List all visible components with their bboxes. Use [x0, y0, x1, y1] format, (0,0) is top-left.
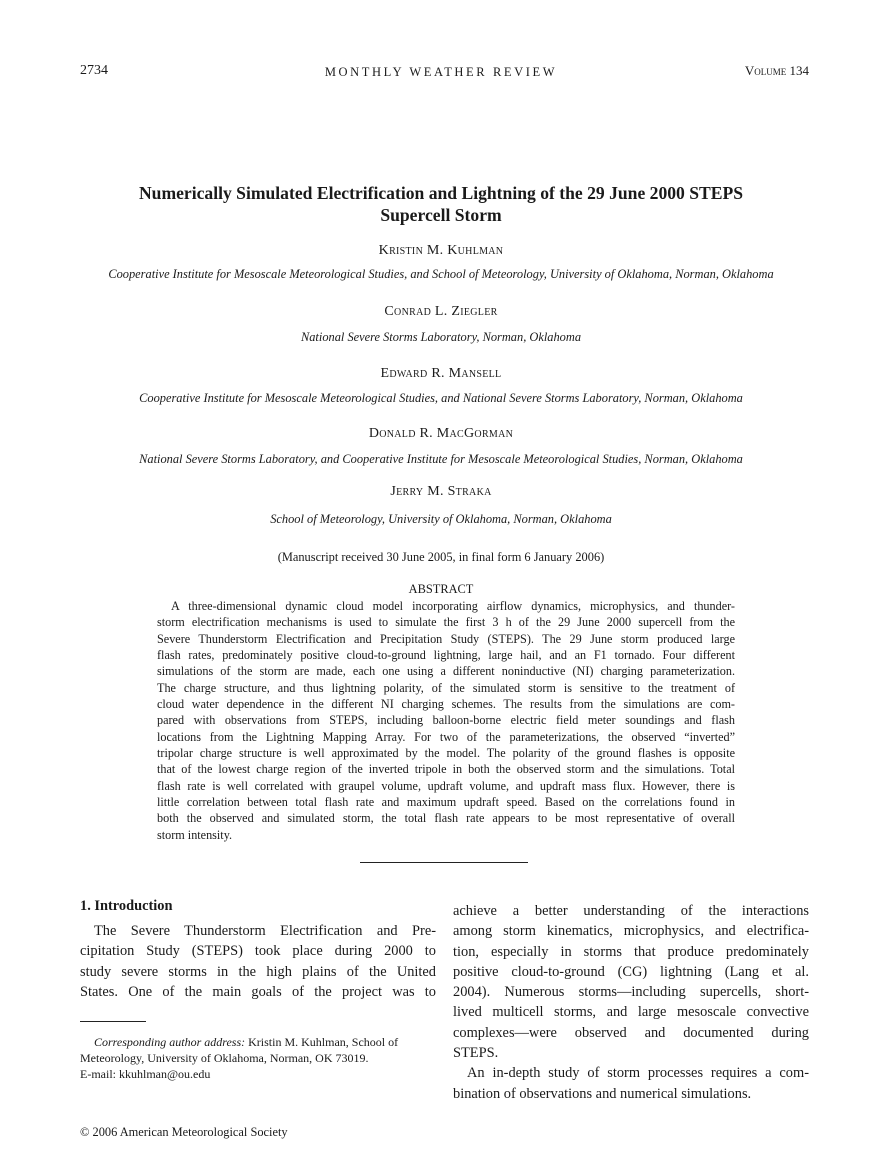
body-line: complexes—were observed and documented during: [453, 1024, 809, 1041]
abstract-line: The charge structure, and thus lightning polarity, of the simulated storm is sensitive to the treatment of: [157, 680, 735, 695]
footnote-email: E-mail: kkuhlman@ou.edu: [80, 1067, 211, 1081]
abstract-line: simulations of the storm are made, each one using a different noninductive (NI) charging parameterization.: [157, 664, 735, 679]
body-line: 2004). Numerous storms—including supercells, short-: [453, 984, 809, 1001]
author-name: Conrad L. Ziegler: [384, 304, 498, 319]
body-line: The Severe Thunderstorm Electrification and Pre-: [94, 923, 436, 939]
author-affiliation: Cooperative Institute for Mesoscale Meteorological Studies, and School of Meteorology, University of Oklahoma, Norman, Oklahoma: [108, 267, 774, 281]
author-affiliation: National Severe Storms Laboratory, and Cooperative Institute for Mesoscale Meteorological Studies, Norman, Oklahoma: [139, 452, 743, 466]
right-column-text: [453, 901, 809, 1104]
body-line: tion, especially in storms that produce predominately: [453, 943, 809, 960]
author-name: Jerry M. Straka: [390, 484, 492, 499]
abstract-heading: ABSTRACT: [408, 582, 474, 596]
footnote-text: Kristin M. Kuhlman, School of: [245, 1035, 399, 1049]
copyright: © 2006 American Meteorological Society: [80, 1125, 288, 1139]
title-line: Numerically Simulated Electrification and Lightning of the 29 June 2000 STEPS: [138, 183, 744, 203]
author-name: Kristin M. Kuhlman: [378, 243, 504, 258]
body-line: among storm kinematics, microphysics, and electrifica-: [453, 923, 809, 940]
abstract-line: that of the lowest charge region of the inverted tripole in both the observed storm and the simulations. Total: [157, 762, 735, 777]
section-heading: 1. Introduction: [80, 898, 173, 914]
abstract-line: storm intensity.: [157, 827, 233, 842]
footnote-text: Meteorology, University of Oklahoma, Norman, OK 73019.: [80, 1051, 369, 1065]
abstract-line: Severe Thunderstorm Electrification and Precipitation Study (STEPS). The 29 June storm produced large: [157, 631, 735, 646]
author-name: Edward R. Mansell: [380, 366, 502, 381]
author-name: Donald R. MacGorman: [368, 426, 514, 441]
page-number: 2734: [80, 63, 108, 78]
abstract-line: flash rates, predominately positive cloud-to-ground lightning, large hail, and an F1 tornado. Four different: [157, 648, 735, 663]
abstract-body: [157, 598, 735, 843]
body-line: States. One of the main goals of the project was to: [80, 983, 436, 1000]
body-line: study severe storms in the high plains of the United: [80, 963, 436, 980]
journal-name: MONTHLY WEATHER REVIEW: [324, 65, 558, 79]
abstract-line: locations from the Lightning Mapping Array. For two of the parameterizations, the observed “inverted”: [157, 729, 735, 744]
body-line: STEPS.: [453, 1045, 499, 1062]
author-affiliation: Cooperative Institute for Mesoscale Meteorological Studies, and National Severe Storms Laboratory, Norman, Oklahoma: [139, 391, 743, 405]
body-line: An in-depth study of storm processes requires a com-: [467, 1065, 809, 1082]
footnote: [80, 1034, 436, 1082]
abstract-line: pared with observations from STEPS, including balloon-borne electric field meter soundings and flash: [157, 713, 735, 728]
body-line: cipitation Study (STEPS) took place during 2000 to: [80, 943, 436, 960]
manuscript-dates: (Manuscript received 30 June 2005, in final form 6 January 2006): [277, 550, 605, 564]
abstract-line: tripolar charge structure is well approximated by the model. The polarity of the ground flashes is opposite: [157, 746, 735, 761]
author-affiliation: School of Meteorology, University of Oklahoma, Norman, Oklahoma: [270, 512, 612, 526]
footnote-label: Corresponding author address:: [94, 1035, 246, 1049]
body-line: achieve a better understanding of the interactions: [453, 903, 809, 919]
section-divider: [360, 862, 528, 863]
left-column-text: [80, 921, 436, 1002]
abstract-line: cloud water dependence in the different NI charging schemes. The results from the simulations are com-: [157, 697, 735, 712]
abstract-line: storm electrification mechanisms is used to simulate the first 3 h of the 29 June 2000 supercell from the: [157, 615, 735, 630]
body-line: positive cloud-to-ground (CG) lightning (Lang et al.: [453, 963, 809, 980]
author-affiliation: National Severe Storms Laboratory, Norman, Oklahoma: [300, 330, 582, 344]
abstract-line: flash rate is well correlated with graupel volume, updraft volume, and updraft mass flux. However, there is: [157, 778, 735, 793]
volume-label: Volume 134: [744, 63, 809, 78]
body-line: lived multicell storms, and large mesoscale convective: [453, 1004, 809, 1021]
footnote-rule: [80, 1021, 146, 1022]
abstract-line: little correlation between total flash rate and maximum updraft speed. Based on the correlations found in: [157, 795, 735, 810]
paper-title: [0, 182, 882, 226]
title-line: Supercell Storm: [380, 205, 502, 225]
abstract-line: both the observed and simulated storm, the total flash rate appears to be most representative of overall: [157, 811, 735, 826]
body-line: bination of observations and numerical simulations.: [453, 1085, 752, 1102]
abstract-line: A three-dimensional dynamic cloud model incorporating airflow dynamics, microphysics, and thunder-: [171, 599, 735, 613]
